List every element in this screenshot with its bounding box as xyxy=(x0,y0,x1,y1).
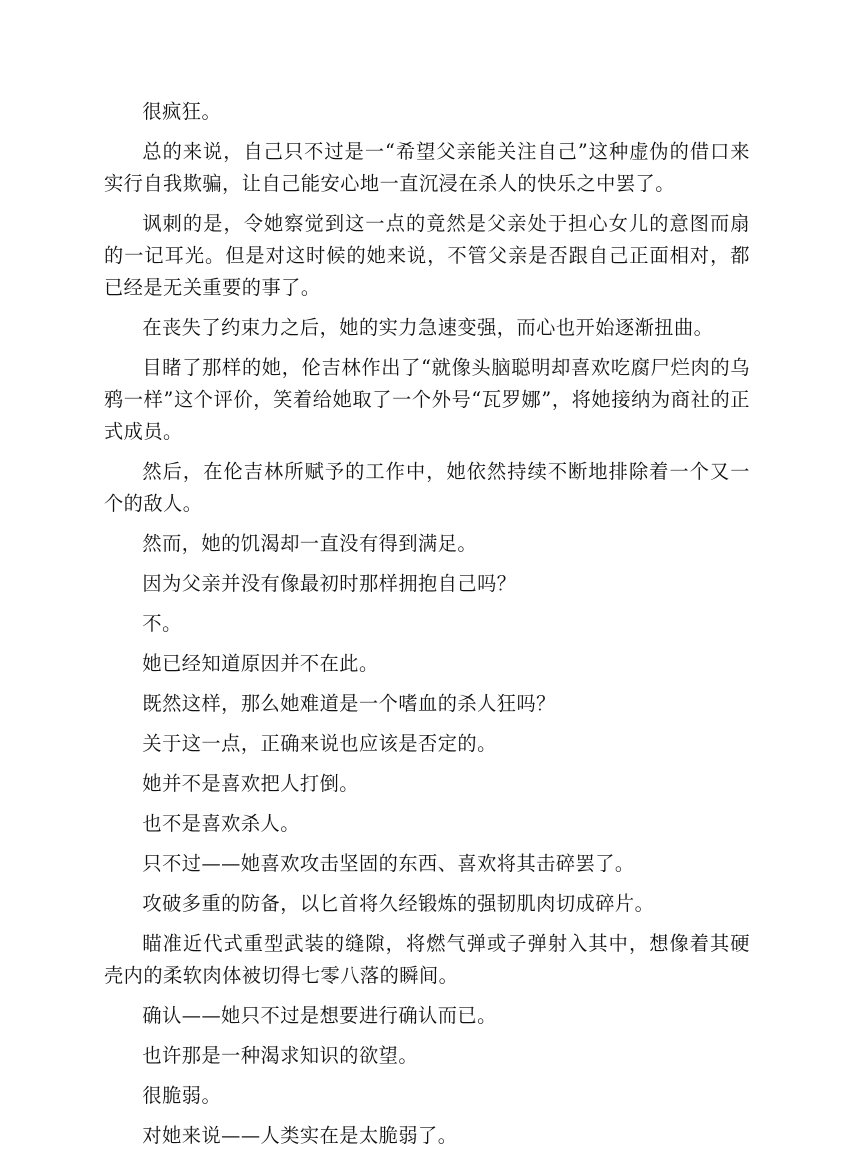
paragraph: 很疯狂。 xyxy=(142,100,222,123)
paragraph: 确认——她只不过是想要进行确认而已。 xyxy=(142,1004,497,1027)
paragraph: 也许那是一种渴求知识的欲望。 xyxy=(142,1044,419,1067)
paragraph: 在丧失了约束力之后，她的实力急速变强，而心也开始逐渐扭曲。 xyxy=(142,316,714,339)
paragraph: 因为父亲并没有像最初时那样拥抱自己吗？ xyxy=(142,572,517,595)
paragraph: 不。 xyxy=(142,612,182,635)
document-page xyxy=(104,96,750,1160)
paragraph: 然而，她的饥渴却一直没有得到满足。 xyxy=(142,532,478,555)
paragraph: 关于这一点，正确来说也应该是否定的。 xyxy=(142,732,497,755)
paragraph: 总的来说，自己只不过是一“希望父亲能关注自己”这种虚伪的借口来实行自我欺骗，让自己能安心地一直沉浸在杀人的快乐之中罢了。 xyxy=(104,140,750,195)
paragraph: 瞄准近代式重型武装的缝隙，将燃气弹或子弹射入其中，想像着其硬壳内的柔软肉体被切得七零八落的瞬间。 xyxy=(104,932,750,987)
paragraph: 只不过——她喜欢攻击坚固的东西、喜欢将其击碎罢了。 xyxy=(142,852,635,875)
paragraph: 攻破多重的防备，以匕首将久经锻炼的强韧肌肉切成碎片。 xyxy=(142,892,655,915)
paragraph: 很脆弱。 xyxy=(142,1084,222,1107)
paragraph: 既然这样，那么她难道是一个嗜血的杀人狂吗？ xyxy=(142,692,556,715)
paragraph: 目睹了那样的她，伦吉林作出了“就像头脑聪明却喜欢吃腐尸烂肉的乌鸦一样”这个评价，笑着给她取了一个外号“瓦罗娜”，将她接纳为商社的正式成员。 xyxy=(104,356,750,443)
paragraph: 她并不是喜欢把人打倒。 xyxy=(142,772,359,795)
paragraph: 然后，在伦吉林所赋予的工作中，她依然持续不断地排除着一个又一个的敌人。 xyxy=(104,460,750,515)
paragraph: 她已经知道原因并不在此。 xyxy=(142,652,379,675)
paragraph: 讽刺的是，令她察觉到这一点的竟然是父亲处于担心女儿的意图而扇的一记耳光。但是对这时候的她来说，不管父亲是否跟自己正面相对，都已经是无关重要的事了。 xyxy=(104,212,750,299)
paragraph: 对她来说——人类实在是太脆弱了。 xyxy=(142,1124,458,1147)
paragraph: 也不是喜欢杀人。 xyxy=(142,812,300,835)
